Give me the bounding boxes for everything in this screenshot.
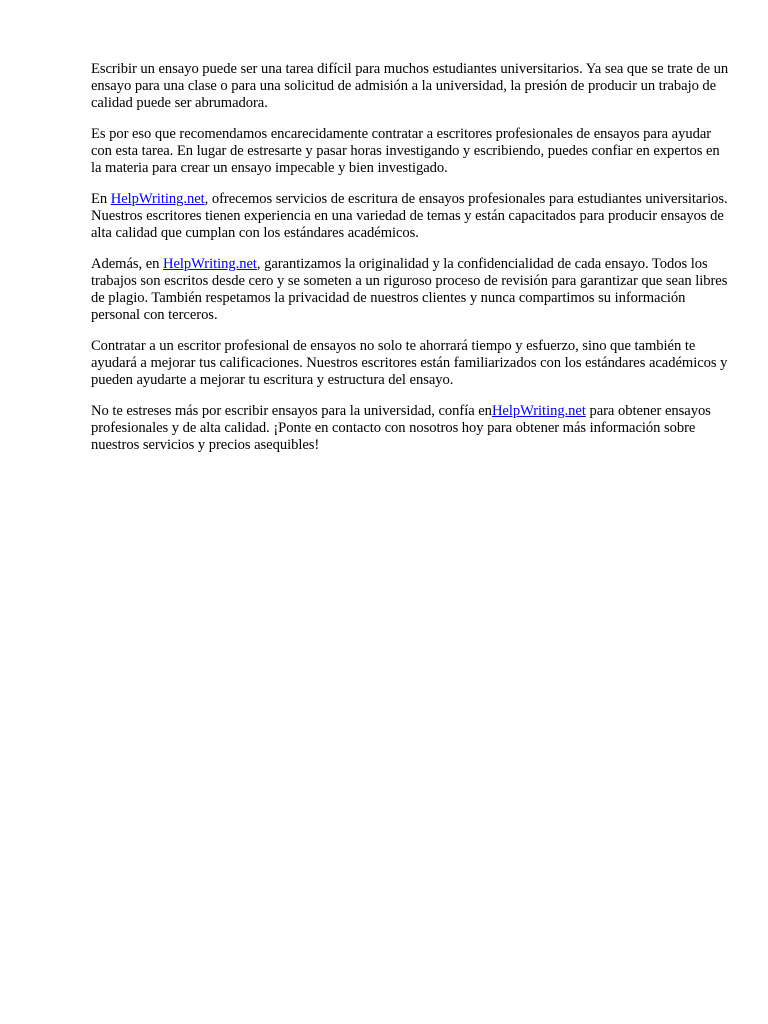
paragraph-text: Además, en bbox=[91, 256, 163, 272]
paragraph-originality bbox=[91, 256, 731, 324]
document-body bbox=[91, 61, 731, 468]
paragraph-text: para obtener ensayos profesionales y de alta calidad. ¡Ponte en contacto con nosotros hoy para obtener más información sobre nuestros servicios y precios asequibles! bbox=[91, 403, 711, 453]
paragraph-text: , ofrecemos servicios de escritura de ensayos profesionales para estudiantes universitarios. Nuestros escritores tienen experiencia en una variedad de temas y están capacitados para producir ensayos de alta calidad que cumplan con los estándares académicos. bbox=[91, 191, 728, 241]
helpwriting-link[interactable]: HelpWriting.net bbox=[163, 256, 257, 272]
paragraph-closing bbox=[91, 403, 731, 454]
paragraph-recommendation: Es por eso que recomendamos encarecidamente contratar a escritores profesionales de ensayos para ayudar con esta tarea. En lugar de estresarte y pasar horas investigando y escribiendo, puedes confiar en expertos en la materia para crear un ensayo impecable y bien investigado. bbox=[91, 126, 720, 176]
paragraph-intro: Escribir un ensayo puede ser una tarea difícil para muchos estudiantes universitarios. Ya sea que se trate de un ensayo para una clase o para una solicitud de admisión a la universidad, la presión de producir un trabajo de calidad puede ser abrumadora. bbox=[91, 61, 729, 111]
paragraph-text: En bbox=[91, 191, 111, 207]
paragraph-text: No te estreses más por escribir ensayos para la universidad, confía en bbox=[91, 403, 492, 419]
paragraph-benefits: Contratar a un escritor profesional de ensayos no solo te ahorrará tiempo y esfuerzo, sino que también te ayudará a mejorar tus calificaciones. Nuestros escritores están familiarizados con los estándares académicos y pueden ayudarte a mejorar tu escritura y estructura del ensayo. bbox=[91, 338, 728, 388]
paragraph-services bbox=[91, 191, 731, 242]
paragraph-text: , garantizamos la originalidad y la confidencialidad de cada ensayo. Todos los trabajos son escritos desde cero y se someten a un riguroso proceso de revisión para garantizar que sean libres de plagio. También respetamos la privacidad de nuestros clientes y nunca compartimos su información personal con terceros. bbox=[91, 256, 728, 323]
helpwriting-link[interactable]: HelpWriting.net bbox=[110, 191, 205, 207]
helpwriting-link[interactable]: HelpWriting.net bbox=[491, 403, 586, 419]
